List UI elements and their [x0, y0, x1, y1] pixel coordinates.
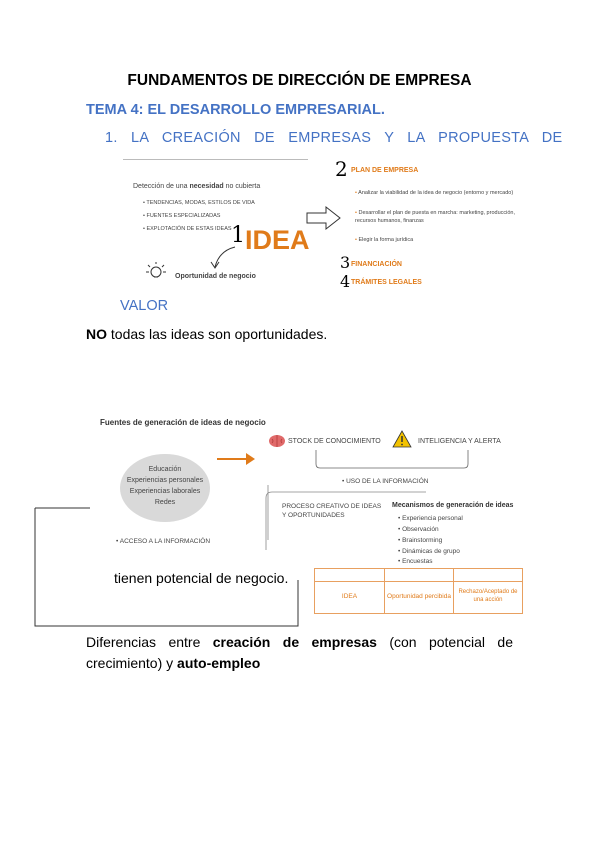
potential-text: tienen potencial de negocio.	[114, 570, 289, 586]
idea-figure	[123, 155, 513, 295]
financiacion-label: FINANCIACIÓN	[351, 261, 402, 268]
figure2-title: Fuentes de generación de ideas de negocio	[100, 418, 266, 427]
tramites-label: TRÁMITES LEGALES	[351, 279, 422, 286]
brain-icon	[268, 433, 286, 449]
page-title: FUNDAMENTOS DE DIRECCIÓN DE EMPRESA	[127, 72, 472, 89]
intel-label: INTELIGENCIA Y ALERTA	[418, 438, 501, 445]
bullet-1: • TENDENCIAS, MODAS, ESTILOS DE VIDA	[143, 200, 255, 206]
bullet-3: • EXPLOTACIÓN DE ESTAS IDEAS	[143, 226, 232, 232]
mechanisms-box	[386, 494, 526, 564]
differences-paragraph-end: crecimiento) y auto-empleo	[86, 655, 261, 671]
bullet-2: • FUENTES ESPECIALIZADAS	[143, 213, 221, 219]
table-cell-rechazo: Rechazo/Aceptado de una acción	[458, 589, 518, 603]
orange-arrow-icon	[216, 452, 256, 466]
uso-label: • USO DE LA INFORMACIÓN	[342, 478, 429, 485]
plan-label: PLAN DE EMPRESA	[351, 167, 419, 174]
no-ideas-paragraph: NO todas las ideas son oportunidades.	[86, 326, 328, 342]
section-heading: 1. LA CREACIÓN DE EMPRESAS Y LA PROPUESTA DE	[105, 130, 563, 146]
num-2: 2	[335, 157, 348, 181]
differences-paragraph: Diferencias entre creación de empresas (con potencial de	[86, 634, 513, 650]
acceso-label: • ACCESO A LA INFORMACIÓN	[116, 538, 211, 545]
warning-icon	[392, 430, 412, 448]
section-heading-continued: VALOR	[120, 298, 169, 314]
sources-list: Educación Experiencias personales Experiencias laborales Redes	[126, 466, 204, 506]
stock-label: STOCK DE CONOCIMIENTO	[288, 438, 381, 445]
plan-item-1: • Analizar la viabilidad de la idea de negocio (entorno y mercado)	[355, 190, 514, 196]
curved-arrow-icon	[207, 243, 237, 273]
num-1: 1	[231, 223, 245, 248]
bracket-connector	[314, 450, 474, 470]
num-4: 4	[340, 272, 351, 291]
table-cell-idea: IDEA	[341, 593, 358, 600]
mechanisms-title: Mecanismos de generación de ideas	[392, 502, 514, 509]
ideas-table	[314, 568, 523, 614]
figure-rule	[123, 159, 308, 160]
table-cell-oportunidad: Oportunidad percibida	[387, 593, 451, 600]
mec-item-2: • Observación	[398, 526, 439, 533]
idea-label: IDEA	[245, 225, 310, 255]
lightbulb-icon	[143, 260, 169, 286]
plan-item-2: • Desarrollar el plan de puesta en marcha: marketing, producción, recursos humanos, finanzas	[355, 210, 515, 224]
mec-item-1: • Experiencia personal	[398, 515, 463, 522]
right-arrow-icon	[306, 205, 342, 231]
frame-lines	[30, 480, 310, 630]
mec-item-5: • Encuestas	[398, 558, 433, 565]
oportunidad-label: Oportunidad de negocio	[175, 273, 256, 280]
mec-item-3: • Brainstorming	[398, 537, 443, 544]
proceso-label: PROCESO CREATIVO DE IDEAS Y OPORTUNIDADES	[282, 503, 382, 519]
num-3: 3	[340, 253, 351, 272]
tema-heading: TEMA 4: EL DESARROLLO EMPRESARIAL.	[86, 102, 385, 118]
mec-item-4: • Dinámicas de grupo	[398, 548, 460, 555]
plan-item-3: • Elegir la forma jurídica	[355, 237, 414, 243]
detection-text: Detección de una necesidad no cubierta	[133, 183, 261, 190]
